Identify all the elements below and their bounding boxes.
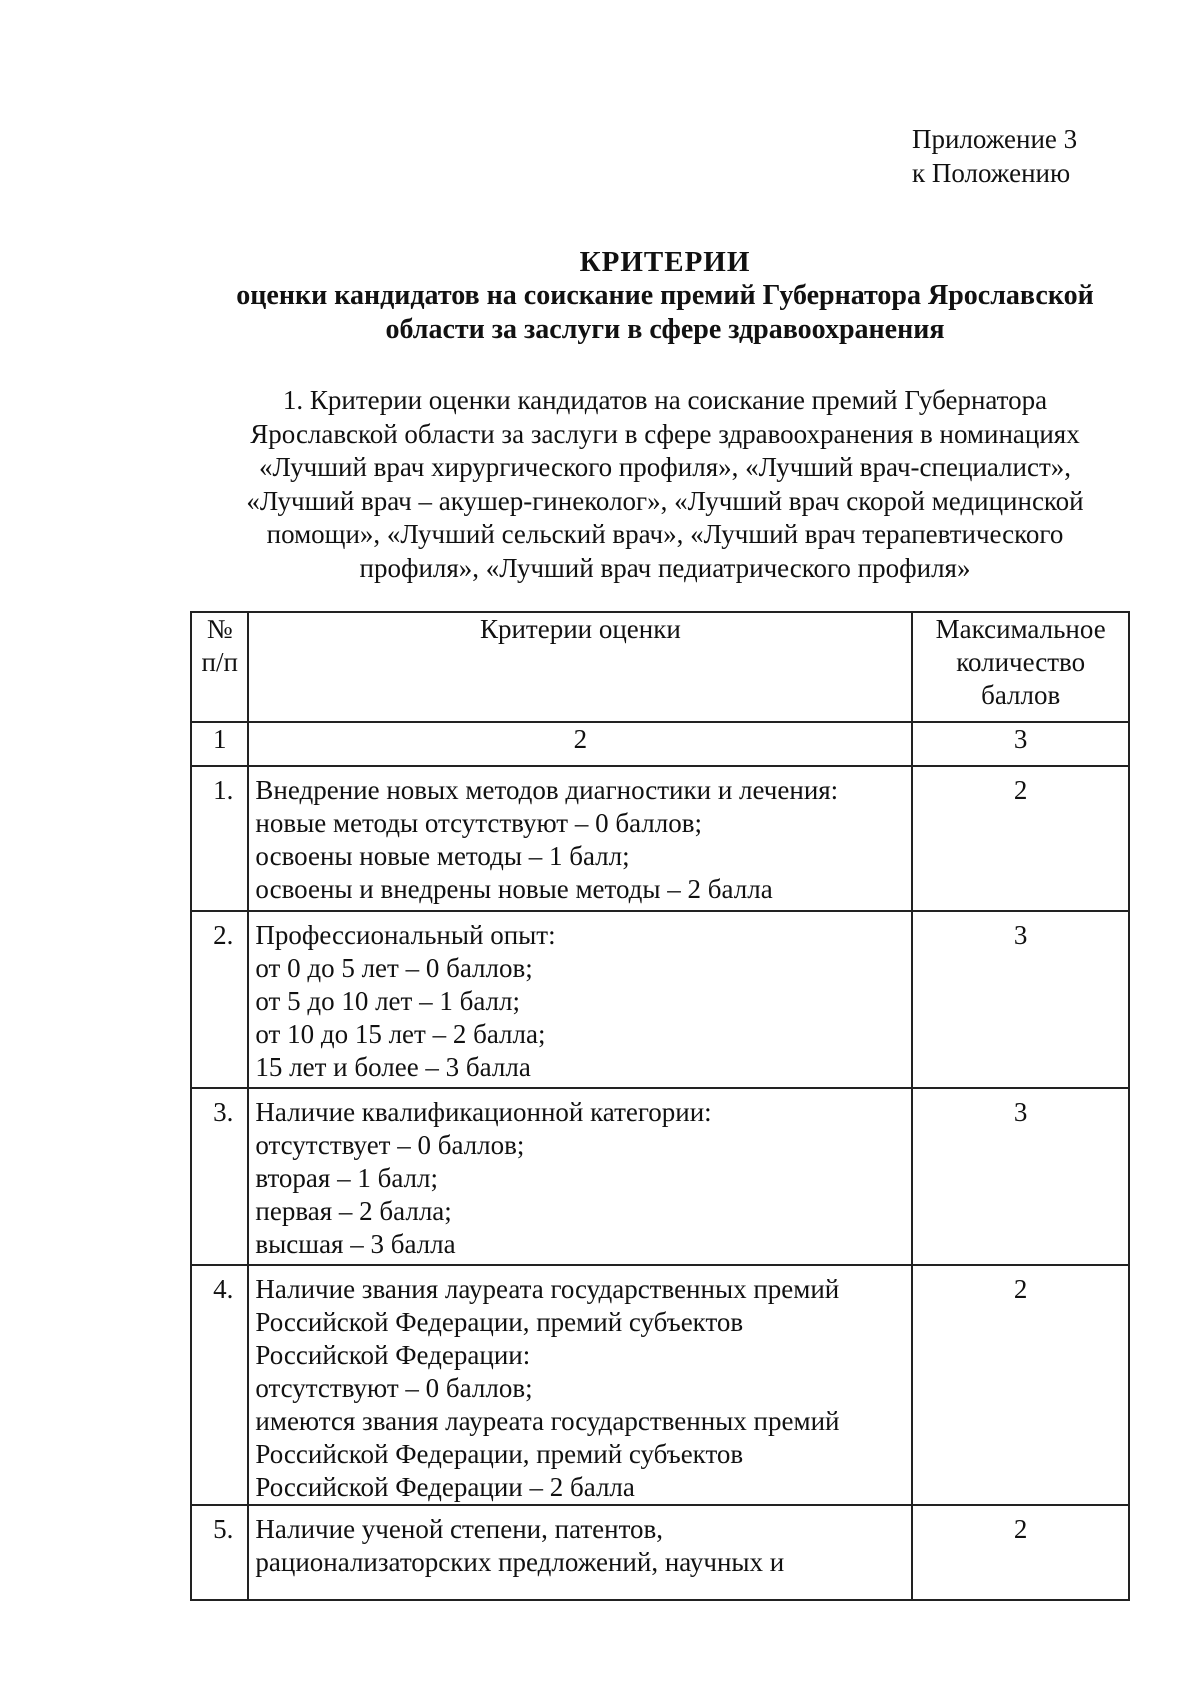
header-number-cell	[191, 612, 248, 722]
intro-line: 1. Критерии оценки кандидатов на соискание премий Губернатора	[282, 385, 1048, 415]
row-criteria	[248, 1265, 912, 1505]
header-number-line: п/п	[201, 647, 238, 677]
row-number: 3.	[191, 1088, 248, 1265]
table-header-row	[191, 612, 1129, 722]
row-criteria	[248, 766, 912, 911]
criteria-line: рационализаторских предложений, научных и	[255, 1547, 785, 1577]
criteria-line: отсутствует – 0 баллов;	[255, 1130, 525, 1160]
column-number-cell: 2	[248, 722, 912, 766]
intro-line: профиля», «Лучший врач педиатрического профиля»	[359, 552, 971, 583]
criteria-line: высшая – 3 балла	[255, 1229, 456, 1259]
criteria-line: вторая – 1 балл;	[255, 1163, 438, 1193]
title-line-3: области за заслуги в сфере здравоохранения	[385, 314, 945, 345]
column-number-row	[191, 722, 1129, 766]
criteria-line: от 5 до 10 лет – 1 балл;	[255, 986, 521, 1016]
criteria-line: от 10 до 15 лет – 2 балла;	[255, 1019, 546, 1049]
criteria-line: отсутствуют – 0 баллов;	[255, 1373, 533, 1403]
header-criteria-label: Критерии оценки	[479, 614, 681, 644]
criteria-line: имеются звания лауреата государственных премий	[255, 1406, 840, 1436]
intro-line: Ярославской области за заслуги в сфере здравоохранения в номинациях	[250, 418, 1080, 449]
intro-paragraph	[0, 384, 1200, 585]
header-criteria-cell	[248, 612, 912, 722]
criteria-line: первая – 2 балла;	[255, 1196, 452, 1226]
intro-line: «Лучший врач – акушер-гинеколог», «Лучший врач скорой медицинской	[246, 485, 1084, 516]
criteria-line: освоены новые методы – 1 балл;	[255, 841, 630, 871]
title-line-1: КРИТЕРИИ	[579, 246, 751, 278]
row-number: 1.	[191, 766, 248, 911]
row-max-score: 3	[912, 911, 1129, 1088]
criteria-line: Наличие звания лауреата государственных премий	[255, 1274, 840, 1304]
table-row	[191, 1265, 1129, 1505]
row-criteria	[248, 1505, 912, 1600]
appendix-line-1: Приложение 3	[912, 124, 1078, 154]
row-number: 2.	[191, 911, 248, 1088]
criteria-line: Наличие квалификационной категории:	[255, 1097, 712, 1127]
document-title	[0, 245, 1200, 347]
column-number-cell: 3	[912, 722, 1129, 766]
appendix-line-2: к Положению	[912, 158, 1071, 188]
row-number: 4.	[191, 1265, 248, 1505]
criteria-line: Российской Федерации, премий субъектов	[255, 1307, 744, 1337]
header-max-line: Максимальное	[935, 614, 1106, 644]
row-max-score: 2	[912, 766, 1129, 911]
intro-line: помощи», «Лучший сельский врач», «Лучший врач терапевтического	[266, 519, 1064, 549]
row-criteria	[248, 911, 912, 1088]
criteria-line: Внедрение новых методов диагностики и лечения:	[255, 775, 839, 805]
row-criteria	[248, 1088, 912, 1265]
header-max-line: баллов	[981, 680, 1061, 710]
row-max-score: 3	[912, 1088, 1129, 1265]
criteria-line: Профессиональный опыт:	[255, 920, 556, 950]
table-row	[191, 1088, 1129, 1265]
criteria-line: Наличие ученой степени, патентов,	[255, 1514, 664, 1544]
table-row	[191, 1505, 1129, 1600]
row-max-score: 2	[912, 1505, 1129, 1600]
criteria-table	[190, 611, 1130, 1601]
appendix-reference	[912, 122, 1077, 190]
criteria-line: освоены и внедрены новые методы – 2 балла	[255, 874, 773, 904]
criteria-line: Российской Федерации:	[255, 1340, 531, 1370]
column-number-cell: 1	[191, 722, 248, 766]
header-max-line: количество	[956, 647, 1086, 677]
criteria-line: Российской Федерации, премий субъектов	[255, 1439, 744, 1469]
criteria-line: от 0 до 5 лет – 0 баллов;	[255, 953, 533, 983]
row-max-score: 2	[912, 1265, 1129, 1505]
intro-line: «Лучший врач хирургического профиля», «Лучший врач-специалист»,	[258, 452, 1072, 482]
header-max-cell	[912, 612, 1129, 722]
title-line-2: оценки кандидатов на соискание премий Губернатора Ярославской	[236, 280, 1094, 311]
criteria-line: новые методы отсутствуют – 0 баллов;	[255, 808, 703, 838]
criteria-line: 15 лет и более – 3 балла	[255, 1052, 531, 1082]
criteria-line: Российской Федерации – 2 балла	[255, 1472, 635, 1502]
header-number-line: №	[206, 614, 233, 644]
table-row	[191, 911, 1129, 1088]
table-row	[191, 766, 1129, 911]
row-number: 5.	[191, 1505, 248, 1600]
